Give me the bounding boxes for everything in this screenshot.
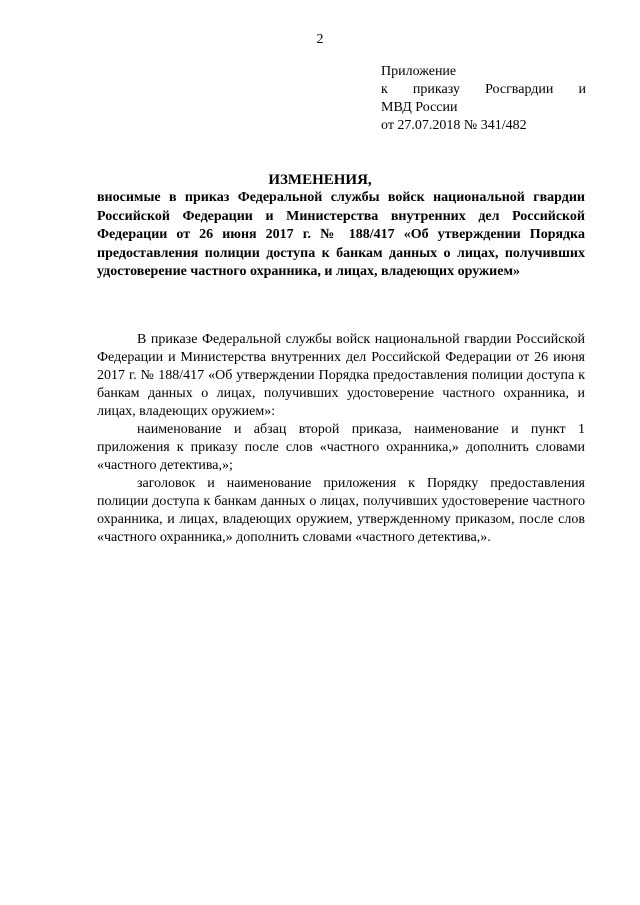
appendix-block: [381, 63, 586, 135]
appendix-date-number: от 27.07.2018 № 341/482: [381, 118, 527, 133]
appendix-word: приказу: [412, 82, 460, 97]
document-subtitle: вносимые в приказ Федеральной службы войск национальной гвардии Российской Федерации и Министерства внутренних дел Российской Федерации от 26 июня 2017 г. № 188/417 «Об утверждении Порядка предоставления полиции доступа к банкам данных о лицах, получивших удостоверение частного охранника, и лицах, владеющих оружием»: [97, 190, 585, 279]
body-paragraph: заголовок и наименование приложения к Порядку предоставления полиции доступа к банкам данных о лицах, получивших удостоверение частного охранника, и лицах, владеющих оружием, утвержденному приказом, после слов «частного охранника,» дополнить словами «частного детектива,».: [97, 476, 585, 545]
appendix-ministry: МВД России: [381, 100, 458, 115]
body-paragraph: В приказе Федеральной службы войск национальной гвардии Российской Федерации и Министерства внутренних дел Российской Федерации от 26 июня 2017 г. № 188/417 «Об утверждении Порядка предоставления полиции доступа к банкам данных о лицах, получивших удостоверение частного охранника, и лицах, владеющих оружием»:: [97, 332, 585, 419]
appendix-word: Росгвардии: [485, 82, 554, 97]
appendix-word: к: [381, 82, 388, 97]
appendix-word: и: [578, 82, 586, 97]
body-paragraph: наименование и абзац второй приказа, наименование и пункт 1 приложения к приказу после слов «частного охранника,» дополнить словами «частного детектива,»;: [97, 422, 585, 473]
document-body: [97, 331, 585, 547]
appendix-order-line: [381, 81, 586, 99]
page-number: 2: [316, 32, 324, 47]
appendix-title: Приложение: [381, 64, 457, 79]
document-title: ИЗМЕНЕНИЯ,: [268, 172, 372, 188]
